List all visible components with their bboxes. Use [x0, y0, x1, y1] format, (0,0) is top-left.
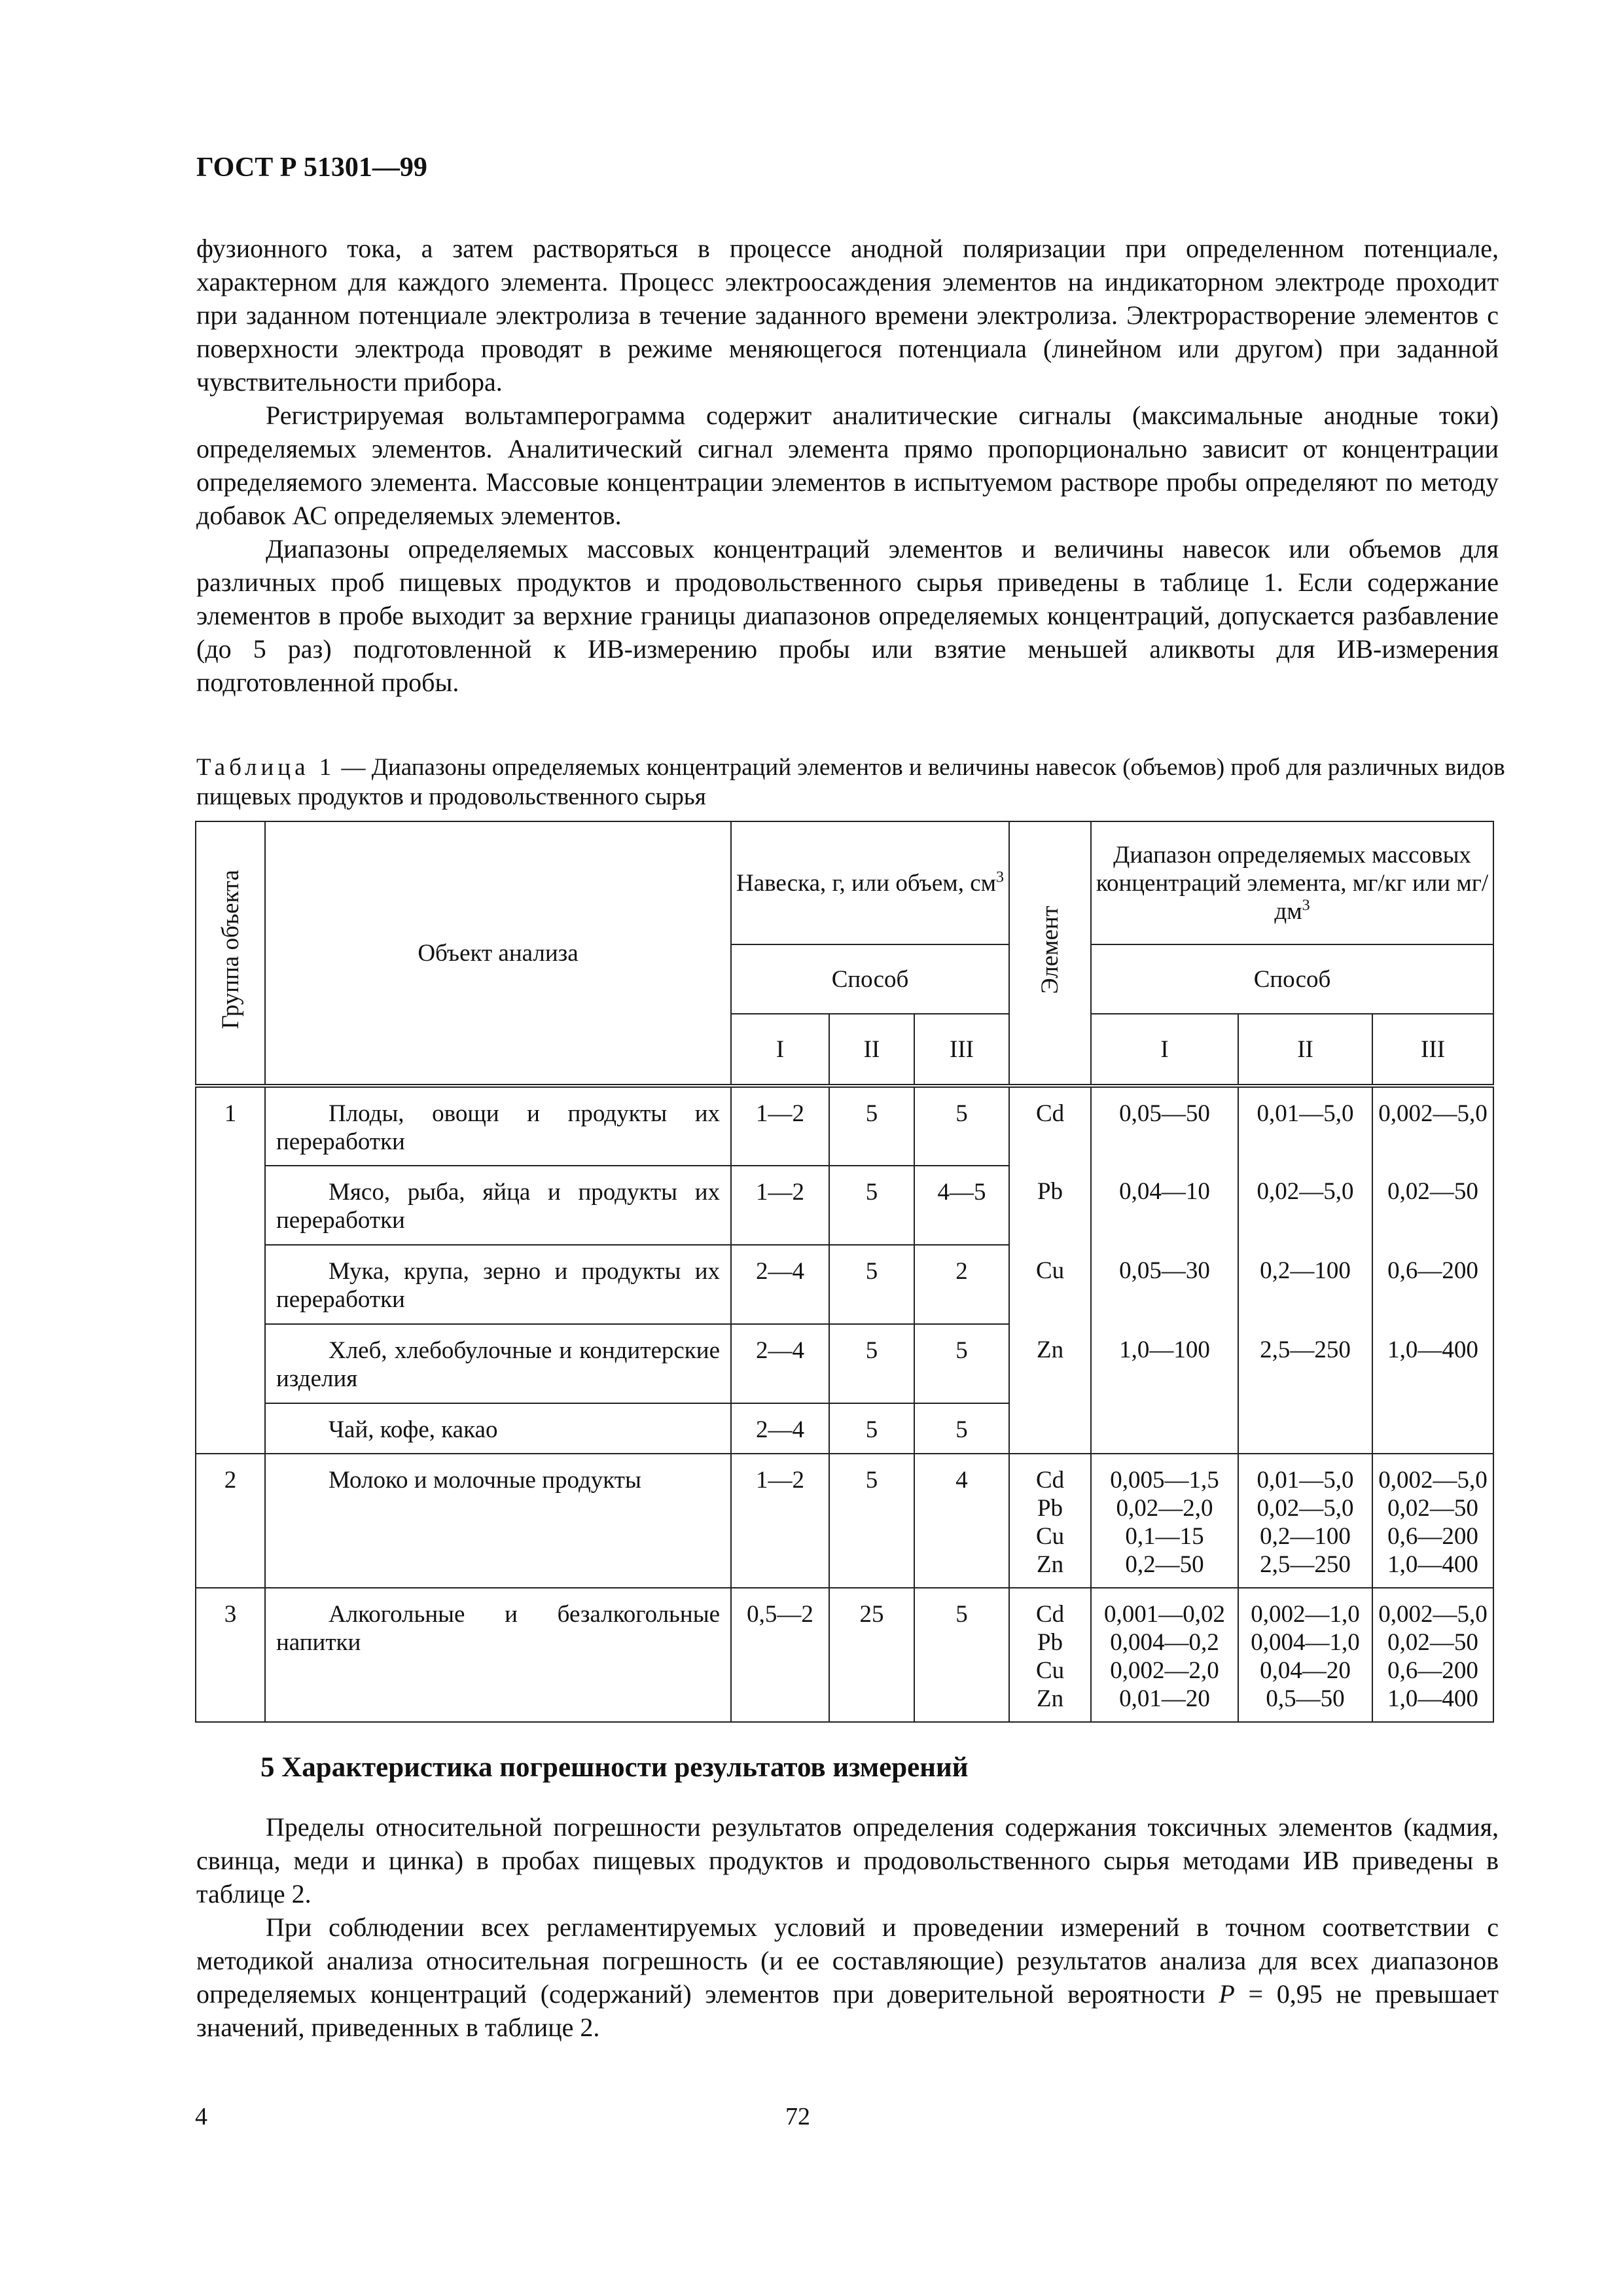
intro-paragraph: Регистрируемая вольтамперограмма содержит аналитические сигналы (максимальные анодные токи) определяемых элементов. Аналитический сигнал элемента прямо пропорционально зависит от концентрации определяемого элемента. Массовые концентрации элементов в испытуемом растворе пробы определяют по методу добавок АС определяемых элементов. [196, 401, 1499, 530]
cell-value: 5 [914, 1403, 1009, 1454]
element-cell: Pb [1009, 1166, 1091, 1245]
cell-value: 4—5 [914, 1166, 1009, 1245]
table-row [196, 1588, 1493, 1722]
cell-value: 1—2 [731, 1086, 829, 1166]
range-cell: 0,002—5,0 0,02—50 0,6—200 1,0—400 [1372, 1454, 1493, 1588]
table-row [196, 1166, 1493, 1245]
object-name: Мука, крупа, зерно и продукты их переработки [265, 1245, 731, 1324]
cell-value: 5 [829, 1454, 914, 1588]
range-cell: 1,0—400 [1372, 1324, 1493, 1454]
cell-value: 1—2 [731, 1454, 829, 1588]
range-cell: 0,05—30 [1091, 1245, 1238, 1324]
range-cell: 0,02—5,0 [1238, 1166, 1372, 1245]
range-cell: 1,0—100 [1091, 1324, 1238, 1454]
section-paragraph: Пределы относительной погрешности результатов определения содержания токсичных элементов (кадмия, свинца, меди и цинка) в пробах пищевых продуктов и продовольственного сырья методами ИВ приведены в таблице 2. [196, 1812, 1499, 1909]
table-row [196, 1086, 1493, 1166]
intro-paragraph: фузионного тока, а затем растворяться в процессе анодной поляризации при определенном потенциале, характерном для каждого элемента. Процесс электроосаждения элементов на индикаторном электроде проходит при заданном потенциале электролиза в течение заданного времени электролиза. Электрорастворение элементов с поверхности электрода проводят в режиме меняющегося потенциала (линейном или другом) при заданной чувствительности прибора. [196, 234, 1499, 397]
cell-value: 5 [914, 1086, 1009, 1166]
section-paragraph: При соблюдении всех регламентируемых условий и проведении измерений в точном соответствии с методикой анализа относительная погрешность (и ее составляющие) результатов анализа для всех диапазонов определяемых концентраций (содержаний) элементов при доверительной вероятности P = 0,95 не превышает значений, приведенных в таблице 2. [196, 1912, 1499, 2042]
object-name: Алкогольные и безалкогольные напитки [265, 1588, 731, 1722]
cell-value: 2—4 [731, 1245, 829, 1324]
table-caption-label: Таблица 1 [196, 754, 336, 781]
table-caption [196, 753, 1505, 812]
range-cell: 0,002—1,0 0,004—1,0 0,04—20 0,5—50 [1238, 1588, 1372, 1722]
range-cell: 0,2—100 [1238, 1245, 1372, 1324]
header-method-ii: II [829, 1014, 914, 1086]
sheet-number: 72 [785, 2103, 810, 2130]
cell-value: 1—2 [731, 1166, 829, 1245]
range-cell: 2,5—250 [1238, 1324, 1372, 1454]
range-cell: 0,002—5,0 [1372, 1086, 1493, 1166]
header-range-ii: II [1238, 1014, 1372, 1086]
header-method-iii: III [914, 1014, 1009, 1086]
object-name: Чай, кофе, какао [265, 1403, 731, 1454]
element-cell: Cd [1009, 1086, 1091, 1166]
header-method: Способ [1091, 944, 1493, 1014]
cell-value: 5 [914, 1324, 1009, 1403]
element-cell: Zn [1009, 1324, 1091, 1454]
range-cell: 0,05—50 [1091, 1086, 1238, 1166]
group-number: 3 [196, 1588, 265, 1722]
table-row [196, 1454, 1493, 1588]
range-cell: 0,002—5,0 0,02—50 0,6—200 1,0—400 [1372, 1588, 1493, 1722]
range-cell: 0,01—5,0 0,02—5,0 0,2—100 2,5—250 [1238, 1454, 1372, 1588]
header-range-i: I [1091, 1014, 1238, 1086]
range-cell: 0,005—1,5 0,02—2,0 0,1—15 0,2—50 [1091, 1454, 1238, 1588]
cell-value: 5 [914, 1588, 1009, 1722]
intro-paragraph: Диапазоны определяемых массовых концентраций элементов и величины навесок или объемов для различных проб пищевых продуктов и продовольственного сырья приведены в таблице 1. Если содержание элементов в пробе выходит за верхние границы диапазонов определяемых концентраций, допускается разбавление (до 5 раз) подготовленной к ИВ-измерению пробы или взятие меньшей аликвоты для ИВ-измерения подготовленной пробы. [196, 534, 1499, 697]
page-number: 4 [195, 2103, 207, 2130]
table-row [196, 1324, 1493, 1403]
section-title: 5 Характеристика погрешности результатов измерений [260, 1752, 969, 1783]
range-cell: 0,001—0,02 0,004—0,2 0,002—2,0 0,01—20 [1091, 1588, 1238, 1722]
cell-value: 0,5—2 [731, 1588, 829, 1722]
cell-value: 5 [829, 1166, 914, 1245]
header-element: Элемент [1009, 821, 1091, 1086]
group-number: 2 [196, 1454, 265, 1588]
range-cell: 0,6—200 [1372, 1245, 1493, 1324]
element-cell: Cu [1009, 1245, 1091, 1324]
object-name: Молоко и молочные продукты [265, 1454, 731, 1588]
header-method: Способ [731, 944, 1009, 1014]
table-caption-text: — Диапазоны определяемых концентраций элементов и величины навесок (объемов) проб для различных видов пищевых продуктов и продовольственного сырья [196, 754, 1505, 810]
element-cell: Cd Pb Cu Zn [1009, 1454, 1091, 1588]
object-name: Плоды, овощи и продукты их переработки [265, 1086, 731, 1166]
range-cell: 0,01—5,0 [1238, 1086, 1372, 1166]
cell-value: 5 [829, 1086, 914, 1166]
cell-value: 5 [829, 1324, 914, 1403]
document-header: ГОСТ Р 51301—99 [196, 152, 427, 183]
header-range: Диапазон определяемых массовых концентраций элемента, мг/кг или $мг/дм^3$ [1091, 821, 1493, 944]
cell-value: 4 [914, 1454, 1009, 1588]
cell-value: 2 [914, 1245, 1009, 1324]
cell-value: 5 [829, 1403, 914, 1454]
group-number: 1 [196, 1086, 265, 1454]
object-name: Хлеб, хлебобулочные и кондитерские изделия [265, 1324, 731, 1403]
intro-text [196, 232, 1499, 699]
table-row [196, 1245, 1493, 1324]
cell-value: 2—4 [731, 1324, 829, 1403]
header-mass: Навеска, г, или объем, $см^3$ [731, 821, 1009, 944]
range-cell: 0,04—10 [1091, 1166, 1238, 1245]
table-1 [195, 821, 1494, 1723]
header-method-i: I [731, 1014, 829, 1086]
header-range-iii: III [1372, 1014, 1493, 1086]
element-cell: Cd Pb Cu Zn [1009, 1588, 1091, 1722]
cell-value: 5 [829, 1245, 914, 1324]
header-group: Группа объекта [196, 821, 265, 1086]
object-name: Мясо, рыба, яйца и продукты их переработки [265, 1166, 731, 1245]
header-object: Объект анализа [265, 821, 731, 1086]
cell-value: 25 [829, 1588, 914, 1722]
section-text [196, 1810, 1499, 2044]
range-cell: 0,02—50 [1372, 1166, 1493, 1245]
cell-value: 2—4 [731, 1403, 829, 1454]
variable-p: P [1219, 1979, 1235, 2009]
